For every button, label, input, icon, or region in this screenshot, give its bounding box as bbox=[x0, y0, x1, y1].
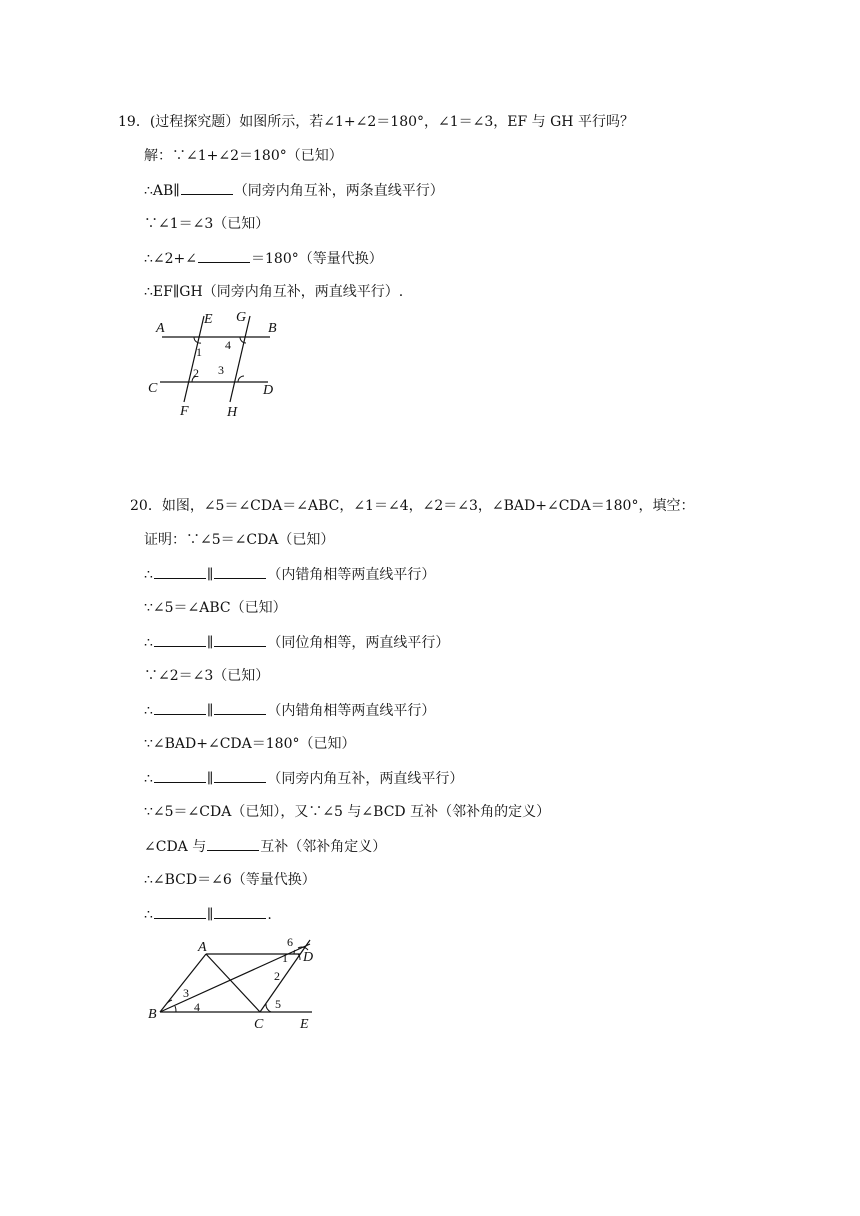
line-text: 证明：∵∠5＝∠CDA（已知） bbox=[144, 532, 335, 548]
line-reason: （内错角相等两直线平行） bbox=[267, 703, 436, 719]
line-text: ∴ bbox=[144, 635, 153, 651]
parallel-sign: ∥ bbox=[206, 771, 214, 787]
line-text: 解：∵∠1+∠2＝180°（已知） bbox=[144, 148, 343, 164]
q20-line bbox=[144, 836, 386, 857]
label-F: F bbox=[180, 404, 189, 419]
angle-2: 2 bbox=[274, 969, 280, 983]
label-H: H bbox=[227, 405, 238, 420]
angle-6: 6 bbox=[287, 935, 293, 949]
line-text: ∵∠1＝∠3（已知） bbox=[144, 216, 270, 232]
q20-line bbox=[144, 632, 449, 653]
label-G: G bbox=[236, 310, 247, 325]
angle-1: 1 bbox=[282, 951, 288, 965]
label-E: E bbox=[204, 312, 213, 327]
answer-blank[interactable] bbox=[198, 248, 250, 263]
line-reason: （同旁内角互补，两条直线平行） bbox=[233, 183, 444, 199]
q19-line bbox=[144, 180, 444, 201]
label-B: B bbox=[268, 321, 277, 336]
parallel-sign: ∥ bbox=[206, 703, 214, 719]
line-text: ∵∠2＝∠3（已知） bbox=[144, 668, 270, 684]
line-text: ∴ bbox=[144, 703, 153, 719]
line-text: ∵∠BAD+∠CDA＝180°（已知） bbox=[144, 736, 356, 752]
q20-line bbox=[144, 734, 356, 754]
q20-line bbox=[144, 700, 435, 721]
q19-line bbox=[144, 146, 343, 166]
line-reason: . bbox=[267, 907, 272, 923]
q19-line bbox=[144, 214, 269, 234]
parallel-sign: ∥ bbox=[206, 907, 214, 923]
q20-line bbox=[144, 768, 463, 789]
line-reason: ＝180°（等量代换） bbox=[251, 251, 383, 267]
line-text: ∴ bbox=[144, 567, 153, 583]
answer-blank[interactable] bbox=[154, 564, 206, 579]
q20-line bbox=[144, 530, 334, 550]
answer-blank[interactable] bbox=[214, 904, 266, 919]
parallel-sign: ∥ bbox=[206, 635, 214, 651]
line-text: ∴AB∥ bbox=[144, 183, 180, 199]
q19-figure bbox=[140, 306, 300, 424]
answer-blank[interactable] bbox=[181, 180, 233, 195]
line-text: ∵∠5＝∠CDA（已知），又∵∠5 与∠BCD 互补（邻补角的定义） bbox=[144, 804, 551, 820]
line-reason: （同位角相等，两直线平行） bbox=[267, 635, 450, 651]
q20-line bbox=[144, 802, 550, 822]
label-A: A bbox=[198, 940, 207, 955]
line-text: ∴EF∥GH（同旁内角互补，两直线平行）. bbox=[144, 284, 404, 300]
angle-4: 4 bbox=[225, 338, 231, 352]
q20-figure bbox=[140, 930, 340, 1038]
parallel-sign: ∥ bbox=[206, 567, 214, 583]
line-text: ∴∠BCD＝∠6（等量代换） bbox=[144, 872, 316, 888]
label-D: D bbox=[303, 950, 314, 965]
line-text: ∴ bbox=[144, 771, 153, 787]
answer-blank[interactable] bbox=[214, 700, 266, 715]
q19-heading: 19．(过程探究题）如图所示，若∠1+∠2＝180°，∠1＝∠3，EF 与 GH 平行吗？ bbox=[118, 114, 634, 130]
answer-blank[interactable] bbox=[154, 700, 206, 715]
answer-blank[interactable] bbox=[207, 836, 259, 851]
line-text: ∴∠2+∠ bbox=[144, 251, 198, 267]
q20-heading: 20．如图，∠5＝∠CDA＝∠ABC，∠1＝∠4，∠2＝∠3，∠BAD+∠CDA＝180°，填空： bbox=[130, 498, 695, 514]
label-C: C bbox=[254, 1017, 264, 1032]
angle-1: 1 bbox=[196, 345, 202, 359]
angle-4: 4 bbox=[194, 1000, 200, 1014]
angle-2: 2 bbox=[193, 366, 199, 380]
label-E: E bbox=[300, 1017, 309, 1032]
q20-line bbox=[144, 598, 287, 618]
angle-5: 5 bbox=[275, 997, 281, 1011]
q20-line bbox=[144, 904, 272, 925]
q20-line bbox=[144, 870, 316, 890]
answer-blank[interactable] bbox=[214, 768, 266, 783]
angle-3: 3 bbox=[183, 986, 189, 1000]
line-reason: 互补（邻补角定义） bbox=[260, 839, 387, 855]
line-text: ∵∠5＝∠ABC（已知） bbox=[144, 600, 287, 616]
label-A: A bbox=[156, 321, 165, 336]
answer-blank[interactable] bbox=[154, 904, 206, 919]
answer-blank[interactable] bbox=[214, 564, 266, 579]
q20-line bbox=[144, 564, 435, 585]
q20-line bbox=[144, 666, 269, 686]
line-reason: （同旁内角互补，两直线平行） bbox=[267, 771, 464, 787]
label-C: C bbox=[148, 381, 158, 396]
answer-blank[interactable] bbox=[214, 632, 266, 647]
angle-3: 3 bbox=[218, 363, 224, 377]
q19-line bbox=[144, 282, 403, 302]
label-D: D bbox=[263, 383, 274, 398]
answer-blank[interactable] bbox=[154, 632, 206, 647]
line-text: ∠CDA 与 bbox=[144, 839, 207, 855]
label-B: B bbox=[148, 1007, 157, 1022]
answer-blank[interactable] bbox=[154, 768, 206, 783]
line-reason: （内错角相等两直线平行） bbox=[267, 567, 436, 583]
line-text: ∴ bbox=[144, 907, 153, 923]
q19-line bbox=[144, 248, 383, 269]
